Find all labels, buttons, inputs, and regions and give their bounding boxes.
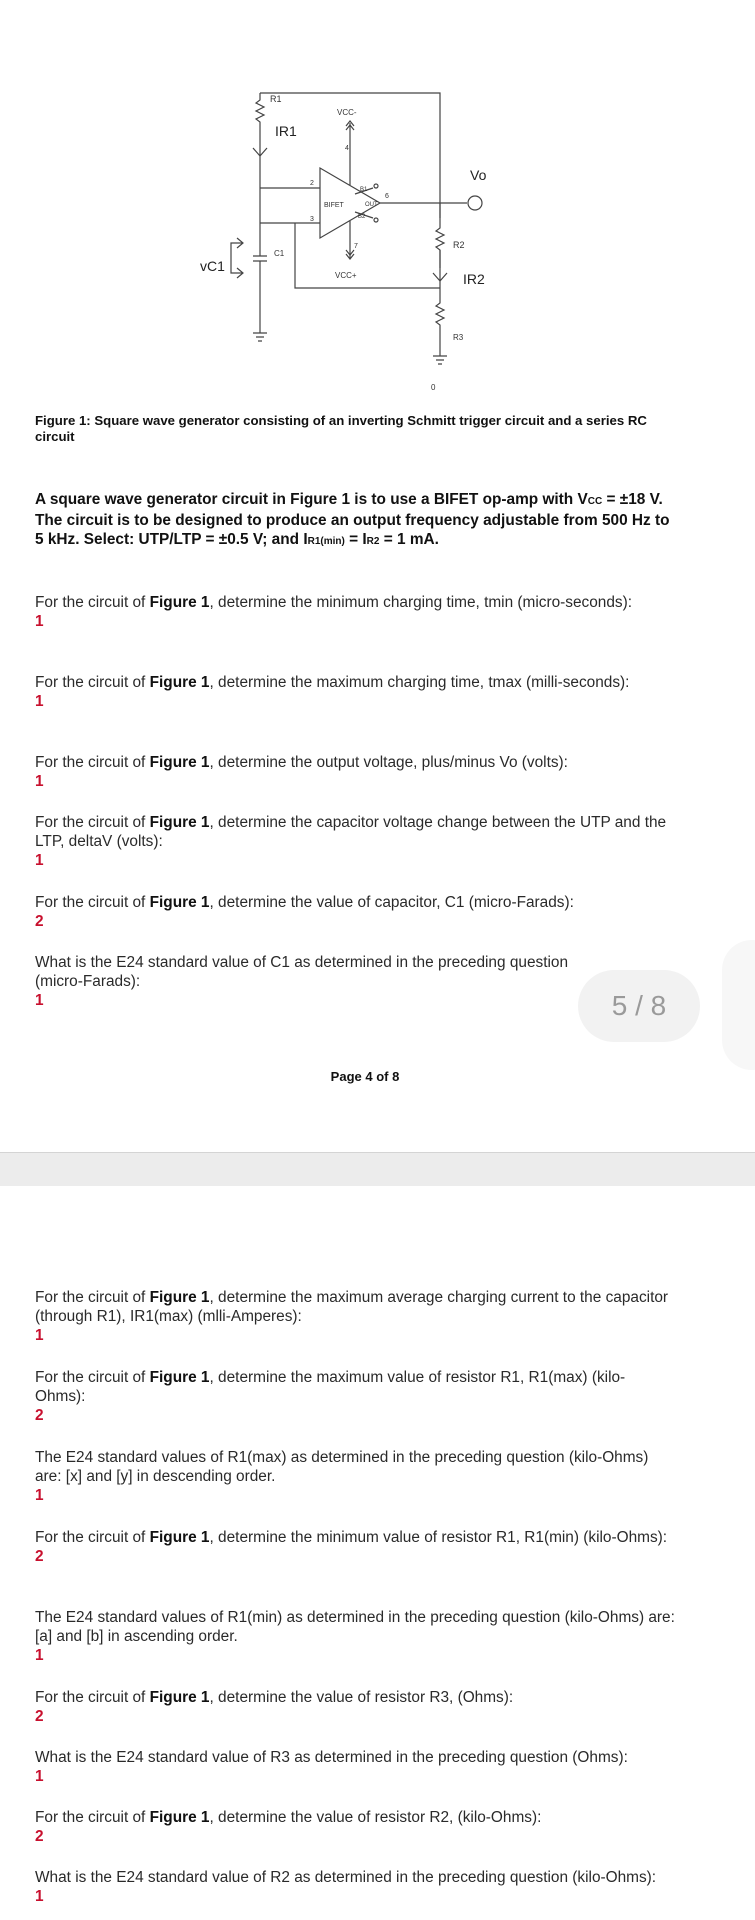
points-badge: 1 (35, 1647, 44, 1664)
points-badge: 2 (35, 1708, 44, 1725)
question-r1min: For the circuit of Figure 1, determine the minimum value of resistor R1, R1(min) (kilo-Ohms): 2 (35, 1528, 675, 1566)
question-r1min-e24: The E24 standard values of R1(min) as determined in the preceding question (kilo-Ohms) are: [a] and [b] in ascending order. 1 (35, 1609, 675, 1664)
page-number-label: Page 4 of 8 (330, 1069, 400, 1084)
points-badge: 2 (35, 1548, 44, 1565)
points-badge: 1 (35, 1768, 44, 1785)
b2-label: B2 (358, 214, 366, 220)
points-badge: 1 (35, 693, 44, 710)
question-deltav: For the circuit of Figure 1, determine the capacitor voltage change between the UTP and the LTP, deltaV (volts): 1 (35, 813, 675, 870)
points-badge: 1 (35, 992, 44, 1009)
c1-label: C1 (274, 249, 285, 258)
points-badge: 1 (35, 852, 44, 869)
question-c1-e24: What is the E24 standard value of C1 as determined in the preceding question (micro-Farads): 1 (35, 953, 595, 1010)
pin2-label: 2 (310, 180, 314, 187)
question-r2: For the circuit of Figure 1, determine the value of resistor R2, (kilo-Ohms): 2 (35, 1808, 675, 1846)
pin3-label: 3 (310, 216, 314, 223)
points-badge: 2 (35, 913, 44, 930)
question-vo: For the circuit of Figure 1, determine the output voltage, plus/minus Vo (volts): 1 (35, 753, 675, 791)
question-ir1max: For the circuit of Figure 1, determine the maximum average charging current to the capacitor (through R1), IR1(max) (mlli-Amperes): 1 (35, 1288, 675, 1345)
vcc-plus-label: VCC+ (335, 271, 357, 280)
question-r3: For the circuit of Figure 1, determine the value of resistor R3, (Ohms): 2 (35, 1688, 675, 1726)
ir1-label: IR1 (275, 123, 297, 139)
problem-statement: A square wave generator circuit in Figure 1 is to use a BIFET op-amp with VCC = ±18 V. The circuit is to be designed to produce an output frequency adjustable from 500 Hz to 5 kHz. Select: UTP/LTP = ±0.5 V; and IR1(min) = IR2 = 1 mA. (35, 491, 670, 548)
pin6-label: 6 (385, 193, 389, 200)
pin7-label: 7 (354, 243, 358, 250)
question-r3-e24: What is the E24 standard value of R3 as determined in the preceding question (Ohms): 1 (35, 1748, 675, 1786)
document-page-5 (0, 1186, 755, 1920)
question-r1max-e24: The E24 standard values of R1(max) as determined in the preceding question (kilo-Ohms) are: [x] and [y] in descending order. 1 (35, 1448, 675, 1505)
points-badge: 1 (35, 1487, 44, 1504)
pin4-label: 4 (345, 145, 349, 152)
vo-label: Vo (470, 167, 487, 183)
question-r1max: For the circuit of Figure 1, determine the maximum value of resistor R1, R1(max) (kilo-Ohms): 2 (35, 1368, 675, 1425)
points-badge: 2 (35, 1407, 44, 1424)
question-c1: For the circuit of Figure 1, determine the value of capacitor, C1 (micro-Farads): 2 (35, 893, 675, 931)
question-r2-e24: What is the E24 standard value of R2 as determined in the preceding question (kilo-Ohms): 1 (35, 1868, 675, 1906)
question-tmax: For the circuit of Figure 1, determine the maximum charging time, tmax (milli-seconds): 1 (35, 673, 675, 711)
points-badge: 2 (35, 1828, 44, 1845)
ir2-label: IR2 (463, 271, 485, 287)
points-badge: 1 (35, 613, 44, 630)
circuit-figure-1 (195, 88, 515, 418)
page-indicator: 5 / 8 (578, 970, 700, 1042)
b1-label: B1 (360, 187, 368, 193)
ground-zero-label: 0 (431, 383, 436, 392)
bifet-label: BIFET (324, 202, 344, 209)
points-badge: 1 (35, 1888, 44, 1905)
out-label: OUT (365, 202, 378, 208)
r3-label: R3 (453, 333, 464, 342)
page-separator (0, 1152, 755, 1187)
r1-label: R1 (270, 94, 282, 104)
points-badge: 1 (35, 1327, 44, 1344)
points-badge: 1 (35, 773, 44, 790)
vcc-minus-label: VCC- (337, 108, 357, 117)
r2-label: R2 (453, 240, 465, 250)
figure-caption: Figure 1: Square wave generator consisting of an inverting Schmitt trigger circuit and a series RC circuit (35, 413, 647, 444)
question-tmin: For the circuit of Figure 1, determine the minimum charging time, tmin (micro-seconds): 1 (35, 593, 675, 631)
pager-edge (722, 940, 755, 1070)
vc1-label: vC1 (200, 258, 225, 274)
